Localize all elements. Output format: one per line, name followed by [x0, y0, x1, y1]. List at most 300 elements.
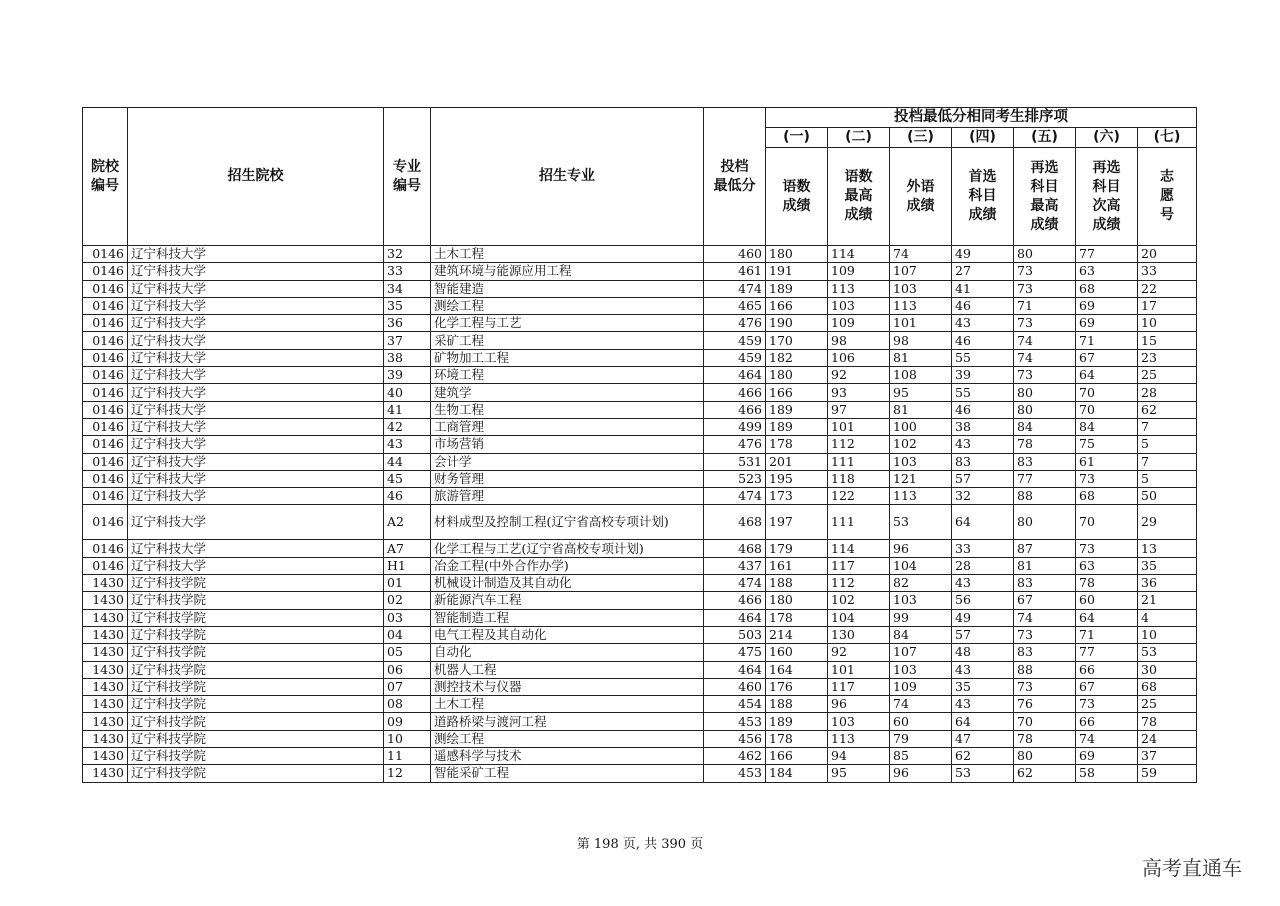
score-foreign-language-cell: 74 — [890, 246, 952, 263]
score-first-subject-cell: 64 — [952, 505, 1014, 540]
preference-number-cell: 10 — [1138, 315, 1197, 332]
score-elective-max-cell: 73 — [1014, 367, 1076, 384]
table-row — [83, 315, 1197, 332]
header-order-3: (三) — [890, 128, 952, 148]
min-score-cell: 453 — [704, 765, 766, 782]
score-chinese-math-cell: 166 — [766, 384, 828, 401]
header-order-7: (七) — [1138, 128, 1197, 148]
score-elective-second-cell: 66 — [1076, 713, 1138, 730]
preference-number-cell: 59 — [1138, 765, 1197, 782]
major-name-cell: 矿物加工工程 — [431, 349, 704, 366]
min-score-cell: 474 — [704, 488, 766, 505]
score-foreign-language-cell: 53 — [890, 505, 952, 540]
major-code-cell: A2 — [384, 505, 431, 540]
header-title-elective-second: 再选 科目 次高 成绩 — [1076, 148, 1138, 246]
score-chinese-math-cell: 170 — [766, 332, 828, 349]
score-foreign-language-cell: 81 — [890, 349, 952, 366]
header-order-6: (六) — [1076, 128, 1138, 148]
header-order-4: (四) — [952, 128, 1014, 148]
score-elective-second-cell: 73 — [1076, 696, 1138, 713]
score-first-subject-cell: 62 — [952, 748, 1014, 765]
score-chinese-math-max-cell: 103 — [828, 713, 890, 730]
score-chinese-math-cell: 161 — [766, 557, 828, 574]
major-name-cell: 土木工程 — [431, 246, 704, 263]
header-order-5: (五) — [1014, 128, 1076, 148]
score-chinese-math-cell: 160 — [766, 644, 828, 661]
major-code-cell: 43 — [384, 436, 431, 453]
preference-number-cell: 4 — [1138, 609, 1197, 626]
preference-number-cell: 15 — [1138, 332, 1197, 349]
school-name-cell: 辽宁科技大学 — [128, 505, 384, 540]
score-foreign-language-cell: 107 — [890, 644, 952, 661]
table-row — [83, 540, 1197, 557]
major-code-cell: 40 — [384, 384, 431, 401]
major-code-cell: 42 — [384, 418, 431, 435]
score-foreign-language-cell: 103 — [890, 661, 952, 678]
table-row — [83, 592, 1197, 609]
table-row — [83, 263, 1197, 280]
score-elective-second-cell: 73 — [1076, 470, 1138, 487]
school-code-cell: 0146 — [83, 557, 128, 574]
major-code-cell: 06 — [384, 661, 431, 678]
score-elective-max-cell: 80 — [1014, 505, 1076, 540]
table-row — [83, 401, 1197, 418]
school-code-cell: 1430 — [83, 696, 128, 713]
score-foreign-language-cell: 103 — [890, 280, 952, 297]
score-first-subject-cell: 55 — [952, 384, 1014, 401]
min-score-cell: 499 — [704, 418, 766, 435]
score-chinese-math-cell: 189 — [766, 418, 828, 435]
score-first-subject-cell: 83 — [952, 453, 1014, 470]
score-elective-max-cell: 74 — [1014, 609, 1076, 626]
header-title-first-subject: 首选 科目 成绩 — [952, 148, 1014, 246]
score-chinese-math-max-cell: 111 — [828, 505, 890, 540]
table-row — [83, 765, 1197, 782]
major-code-cell: 37 — [384, 332, 431, 349]
score-foreign-language-cell: 99 — [890, 609, 952, 626]
score-chinese-math-cell: 197 — [766, 505, 828, 540]
major-code-cell: 09 — [384, 713, 431, 730]
school-code-cell: 0146 — [83, 470, 128, 487]
score-chinese-math-max-cell: 117 — [828, 678, 890, 695]
score-chinese-math-cell: 166 — [766, 748, 828, 765]
school-name-cell: 辽宁科技大学 — [128, 315, 384, 332]
school-name-cell: 辽宁科技学院 — [128, 678, 384, 695]
score-chinese-math-max-cell: 101 — [828, 418, 890, 435]
school-code-cell: 1430 — [83, 644, 128, 661]
score-foreign-language-cell: 95 — [890, 384, 952, 401]
score-chinese-math-cell: 180 — [766, 367, 828, 384]
score-first-subject-cell: 39 — [952, 367, 1014, 384]
score-foreign-language-cell: 85 — [890, 748, 952, 765]
score-elective-second-cell: 78 — [1076, 575, 1138, 592]
score-first-subject-cell: 46 — [952, 332, 1014, 349]
school-code-cell: 1430 — [83, 713, 128, 730]
major-name-cell: 建筑学 — [431, 384, 704, 401]
min-score-cell: 460 — [704, 678, 766, 695]
score-elective-max-cell: 73 — [1014, 626, 1076, 643]
score-foreign-language-cell: 108 — [890, 367, 952, 384]
school-code-cell: 1430 — [83, 661, 128, 678]
table-row — [83, 730, 1197, 747]
min-score-cell: 503 — [704, 626, 766, 643]
score-first-subject-cell: 47 — [952, 730, 1014, 747]
school-name-cell: 辽宁科技学院 — [128, 609, 384, 626]
score-chinese-math-cell: 189 — [766, 280, 828, 297]
min-score-cell: 464 — [704, 367, 766, 384]
score-elective-max-cell: 74 — [1014, 349, 1076, 366]
major-name-cell: 智能采矿工程 — [431, 765, 704, 782]
score-foreign-language-cell: 102 — [890, 436, 952, 453]
min-score-cell: 456 — [704, 730, 766, 747]
score-elective-max-cell: 73 — [1014, 263, 1076, 280]
table-body — [83, 246, 1197, 783]
min-score-cell: 466 — [704, 401, 766, 418]
score-chinese-math-cell: 201 — [766, 453, 828, 470]
major-code-cell: 35 — [384, 297, 431, 314]
preference-number-cell: 10 — [1138, 626, 1197, 643]
school-name-cell: 辽宁科技大学 — [128, 401, 384, 418]
preference-number-cell: 22 — [1138, 280, 1197, 297]
score-foreign-language-cell: 96 — [890, 765, 952, 782]
min-score-cell: 461 — [704, 263, 766, 280]
school-name-cell: 辽宁科技大学 — [128, 367, 384, 384]
score-first-subject-cell: 56 — [952, 592, 1014, 609]
score-elective-second-cell: 64 — [1076, 609, 1138, 626]
min-score-cell: 465 — [704, 297, 766, 314]
min-score-cell: 474 — [704, 280, 766, 297]
min-score-cell: 464 — [704, 661, 766, 678]
score-first-subject-cell: 33 — [952, 540, 1014, 557]
major-name-cell: 化学工程与工艺 — [431, 315, 704, 332]
preference-number-cell: 24 — [1138, 730, 1197, 747]
header-school-code: 院校 编号 — [83, 108, 128, 246]
score-chinese-math-cell: 166 — [766, 297, 828, 314]
school-code-cell: 1430 — [83, 592, 128, 609]
page-number-footer: 第 198 页, 共 390 页 — [576, 837, 704, 852]
preference-number-cell: 33 — [1138, 263, 1197, 280]
score-elective-max-cell: 78 — [1014, 436, 1076, 453]
school-code-cell: 0146 — [83, 418, 128, 435]
school-code-cell: 0146 — [83, 505, 128, 540]
min-score-cell: 468 — [704, 505, 766, 540]
score-chinese-math-max-cell: 122 — [828, 488, 890, 505]
table-header — [83, 108, 1197, 246]
school-name-cell: 辽宁科技大学 — [128, 384, 384, 401]
score-chinese-math-max-cell: 130 — [828, 626, 890, 643]
score-elective-max-cell: 62 — [1014, 765, 1076, 782]
score-chinese-math-cell: 180 — [766, 246, 828, 263]
score-chinese-math-cell: 180 — [766, 592, 828, 609]
score-elective-second-cell: 63 — [1076, 557, 1138, 574]
score-foreign-language-cell: 96 — [890, 540, 952, 557]
score-first-subject-cell: 46 — [952, 297, 1014, 314]
score-chinese-math-cell: 182 — [766, 349, 828, 366]
major-code-cell: 12 — [384, 765, 431, 782]
score-chinese-math-cell: 178 — [766, 609, 828, 626]
score-foreign-language-cell: 79 — [890, 730, 952, 747]
score-chinese-math-max-cell: 97 — [828, 401, 890, 418]
school-name-cell: 辽宁科技学院 — [128, 592, 384, 609]
header-order-2: (二) — [828, 128, 890, 148]
score-elective-max-cell: 73 — [1014, 280, 1076, 297]
score-chinese-math-cell: 214 — [766, 626, 828, 643]
min-score-cell: 437 — [704, 557, 766, 574]
score-elective-second-cell: 60 — [1076, 592, 1138, 609]
score-elective-max-cell: 74 — [1014, 332, 1076, 349]
score-foreign-language-cell: 101 — [890, 315, 952, 332]
preference-number-cell: 37 — [1138, 748, 1197, 765]
score-foreign-language-cell: 98 — [890, 332, 952, 349]
table-row — [83, 609, 1197, 626]
score-elective-max-cell: 88 — [1014, 661, 1076, 678]
major-code-cell: 33 — [384, 263, 431, 280]
major-code-cell: 08 — [384, 696, 431, 713]
preference-number-cell: 50 — [1138, 488, 1197, 505]
school-code-cell: 1430 — [83, 748, 128, 765]
score-chinese-math-max-cell: 109 — [828, 263, 890, 280]
min-score-cell: 474 — [704, 575, 766, 592]
school-code-cell: 1430 — [83, 730, 128, 747]
score-chinese-math-max-cell: 112 — [828, 436, 890, 453]
score-chinese-math-max-cell: 112 — [828, 575, 890, 592]
score-foreign-language-cell: 109 — [890, 678, 952, 695]
score-chinese-math-cell: 191 — [766, 263, 828, 280]
major-name-cell: 工商管理 — [431, 418, 704, 435]
preference-number-cell: 5 — [1138, 470, 1197, 487]
school-name-cell: 辽宁科技大学 — [128, 470, 384, 487]
score-chinese-math-max-cell: 94 — [828, 748, 890, 765]
school-code-cell: 0146 — [83, 315, 128, 332]
score-elective-max-cell: 83 — [1014, 644, 1076, 661]
table-row — [83, 384, 1197, 401]
score-chinese-math-cell: 195 — [766, 470, 828, 487]
school-name-cell: 辽宁科技学院 — [128, 626, 384, 643]
score-chinese-math-cell: 188 — [766, 575, 828, 592]
score-chinese-math-max-cell: 103 — [828, 297, 890, 314]
score-elective-second-cell: 69 — [1076, 315, 1138, 332]
school-code-cell: 0146 — [83, 384, 128, 401]
header-title-preference-no: 志 愿 号 — [1138, 148, 1197, 246]
preference-number-cell: 53 — [1138, 644, 1197, 661]
score-first-subject-cell: 38 — [952, 418, 1014, 435]
score-elective-second-cell: 67 — [1076, 678, 1138, 695]
score-chinese-math-max-cell: 92 — [828, 644, 890, 661]
table-row — [83, 505, 1197, 540]
table-row — [83, 644, 1197, 661]
school-name-cell: 辽宁科技学院 — [128, 730, 384, 747]
score-elective-max-cell: 76 — [1014, 696, 1076, 713]
score-elective-max-cell: 80 — [1014, 246, 1076, 263]
header-title-elective-max: 再选 科目 最高 成绩 — [1014, 148, 1076, 246]
score-foreign-language-cell: 60 — [890, 713, 952, 730]
preference-number-cell: 36 — [1138, 575, 1197, 592]
score-first-subject-cell: 53 — [952, 765, 1014, 782]
score-chinese-math-cell: 164 — [766, 661, 828, 678]
preference-number-cell: 25 — [1138, 367, 1197, 384]
min-score-cell: 460 — [704, 246, 766, 263]
school-name-cell: 辽宁科技大学 — [128, 540, 384, 557]
major-code-cell: 38 — [384, 349, 431, 366]
score-elective-second-cell: 63 — [1076, 263, 1138, 280]
score-chinese-math-max-cell: 114 — [828, 540, 890, 557]
score-elective-second-cell: 66 — [1076, 661, 1138, 678]
school-code-cell: 0146 — [83, 453, 128, 470]
score-elective-second-cell: 69 — [1076, 297, 1138, 314]
score-elective-max-cell: 71 — [1014, 297, 1076, 314]
major-name-cell: 材料成型及控制工程(辽宁省高校专项计划) — [431, 505, 704, 540]
score-elective-second-cell: 69 — [1076, 748, 1138, 765]
school-name-cell: 辽宁科技大学 — [128, 280, 384, 297]
major-code-cell: 04 — [384, 626, 431, 643]
score-chinese-math-max-cell: 106 — [828, 349, 890, 366]
school-name-cell: 辽宁科技学院 — [128, 696, 384, 713]
preference-number-cell: 35 — [1138, 557, 1197, 574]
major-code-cell: 10 — [384, 730, 431, 747]
min-score-cell: 476 — [704, 315, 766, 332]
major-code-cell: 05 — [384, 644, 431, 661]
major-name-cell: 测绘工程 — [431, 730, 704, 747]
major-name-cell: 建筑环境与能源应用工程 — [431, 263, 704, 280]
school-name-cell: 辽宁科技大学 — [128, 263, 384, 280]
score-chinese-math-max-cell: 113 — [828, 280, 890, 297]
table-row — [83, 297, 1197, 314]
score-elective-second-cell: 70 — [1076, 505, 1138, 540]
score-first-subject-cell: 57 — [952, 470, 1014, 487]
major-code-cell: 39 — [384, 367, 431, 384]
score-first-subject-cell: 43 — [952, 696, 1014, 713]
score-first-subject-cell: 43 — [952, 661, 1014, 678]
school-name-cell: 辽宁科技学院 — [128, 575, 384, 592]
min-score-cell: 462 — [704, 748, 766, 765]
score-first-subject-cell: 43 — [952, 436, 1014, 453]
school-name-cell: 辽宁科技大学 — [128, 453, 384, 470]
score-chinese-math-cell: 179 — [766, 540, 828, 557]
score-chinese-math-max-cell: 92 — [828, 367, 890, 384]
school-code-cell: 0146 — [83, 349, 128, 366]
school-name-cell: 辽宁科技大学 — [128, 297, 384, 314]
school-name-cell: 辽宁科技大学 — [128, 246, 384, 263]
score-first-subject-cell: 35 — [952, 678, 1014, 695]
table-row — [83, 557, 1197, 574]
table-row — [83, 748, 1197, 765]
major-code-cell: A7 — [384, 540, 431, 557]
score-elective-second-cell: 61 — [1076, 453, 1138, 470]
score-elective-second-cell: 84 — [1076, 418, 1138, 435]
school-code-cell: 0146 — [83, 367, 128, 384]
table-row — [83, 332, 1197, 349]
score-foreign-language-cell: 81 — [890, 401, 952, 418]
score-chinese-math-max-cell: 114 — [828, 246, 890, 263]
major-name-cell: 测控技术与仪器 — [431, 678, 704, 695]
preference-number-cell: 78 — [1138, 713, 1197, 730]
major-code-cell: 02 — [384, 592, 431, 609]
score-first-subject-cell: 27 — [952, 263, 1014, 280]
score-elective-max-cell: 73 — [1014, 315, 1076, 332]
score-first-subject-cell: 43 — [952, 575, 1014, 592]
min-score-cell: 476 — [704, 436, 766, 453]
major-code-cell: 36 — [384, 315, 431, 332]
score-elective-second-cell: 77 — [1076, 246, 1138, 263]
score-chinese-math-max-cell: 93 — [828, 384, 890, 401]
score-chinese-math-max-cell: 117 — [828, 557, 890, 574]
school-code-cell: 0146 — [83, 436, 128, 453]
header-min-score: 投档 最低分 — [704, 108, 766, 246]
score-chinese-math-max-cell: 104 — [828, 609, 890, 626]
score-elective-max-cell: 83 — [1014, 453, 1076, 470]
score-elective-max-cell: 73 — [1014, 678, 1076, 695]
preference-number-cell: 29 — [1138, 505, 1197, 540]
major-name-cell: 自动化 — [431, 644, 704, 661]
score-chinese-math-max-cell: 96 — [828, 696, 890, 713]
school-code-cell: 1430 — [83, 609, 128, 626]
score-chinese-math-cell: 178 — [766, 730, 828, 747]
header-school: 招生院校 — [128, 108, 384, 246]
score-foreign-language-cell: 121 — [890, 470, 952, 487]
major-name-cell: 电气工程及其自动化 — [431, 626, 704, 643]
watermark-logo-text: 高考直通车 — [1142, 856, 1242, 880]
table-row — [83, 453, 1197, 470]
score-foreign-language-cell: 113 — [890, 297, 952, 314]
min-score-cell: 464 — [704, 609, 766, 626]
major-code-cell: 07 — [384, 678, 431, 695]
min-score-cell: 453 — [704, 713, 766, 730]
school-code-cell: 0146 — [83, 401, 128, 418]
score-foreign-language-cell: 103 — [890, 592, 952, 609]
score-chinese-math-cell: 190 — [766, 315, 828, 332]
score-elective-second-cell: 64 — [1076, 367, 1138, 384]
score-elective-second-cell: 71 — [1076, 332, 1138, 349]
major-code-cell: 01 — [384, 575, 431, 592]
score-elective-max-cell: 77 — [1014, 470, 1076, 487]
table-row — [83, 246, 1197, 263]
header-major: 招生专业 — [431, 108, 704, 246]
score-elective-second-cell: 70 — [1076, 384, 1138, 401]
score-first-subject-cell: 43 — [952, 315, 1014, 332]
score-elective-second-cell: 67 — [1076, 349, 1138, 366]
min-score-cell: 468 — [704, 540, 766, 557]
preference-number-cell: 68 — [1138, 678, 1197, 695]
score-first-subject-cell: 57 — [952, 626, 1014, 643]
score-elective-max-cell: 80 — [1014, 384, 1076, 401]
school-code-cell: 0146 — [83, 332, 128, 349]
major-code-cell: 44 — [384, 453, 431, 470]
score-elective-second-cell: 68 — [1076, 488, 1138, 505]
school-name-cell: 辽宁科技学院 — [128, 748, 384, 765]
school-name-cell: 辽宁科技学院 — [128, 661, 384, 678]
score-elective-second-cell: 70 — [1076, 401, 1138, 418]
major-name-cell: 机械设计制造及其自动化 — [431, 575, 704, 592]
school-name-cell: 辽宁科技大学 — [128, 436, 384, 453]
school-code-cell: 1430 — [83, 678, 128, 695]
school-name-cell: 辽宁科技学院 — [128, 765, 384, 782]
major-code-cell: 45 — [384, 470, 431, 487]
score-foreign-language-cell: 100 — [890, 418, 952, 435]
header-title-chinese-math: 语数 成绩 — [766, 148, 828, 246]
score-elective-second-cell: 77 — [1076, 644, 1138, 661]
table-row — [83, 280, 1197, 297]
score-elective-second-cell: 75 — [1076, 436, 1138, 453]
score-foreign-language-cell: 103 — [890, 453, 952, 470]
score-foreign-language-cell: 74 — [890, 696, 952, 713]
major-name-cell: 测绘工程 — [431, 297, 704, 314]
table-row — [83, 367, 1197, 384]
score-foreign-language-cell: 104 — [890, 557, 952, 574]
school-name-cell: 辽宁科技学院 — [128, 644, 384, 661]
table-row — [83, 436, 1197, 453]
table-row — [83, 488, 1197, 505]
school-code-cell: 0146 — [83, 280, 128, 297]
